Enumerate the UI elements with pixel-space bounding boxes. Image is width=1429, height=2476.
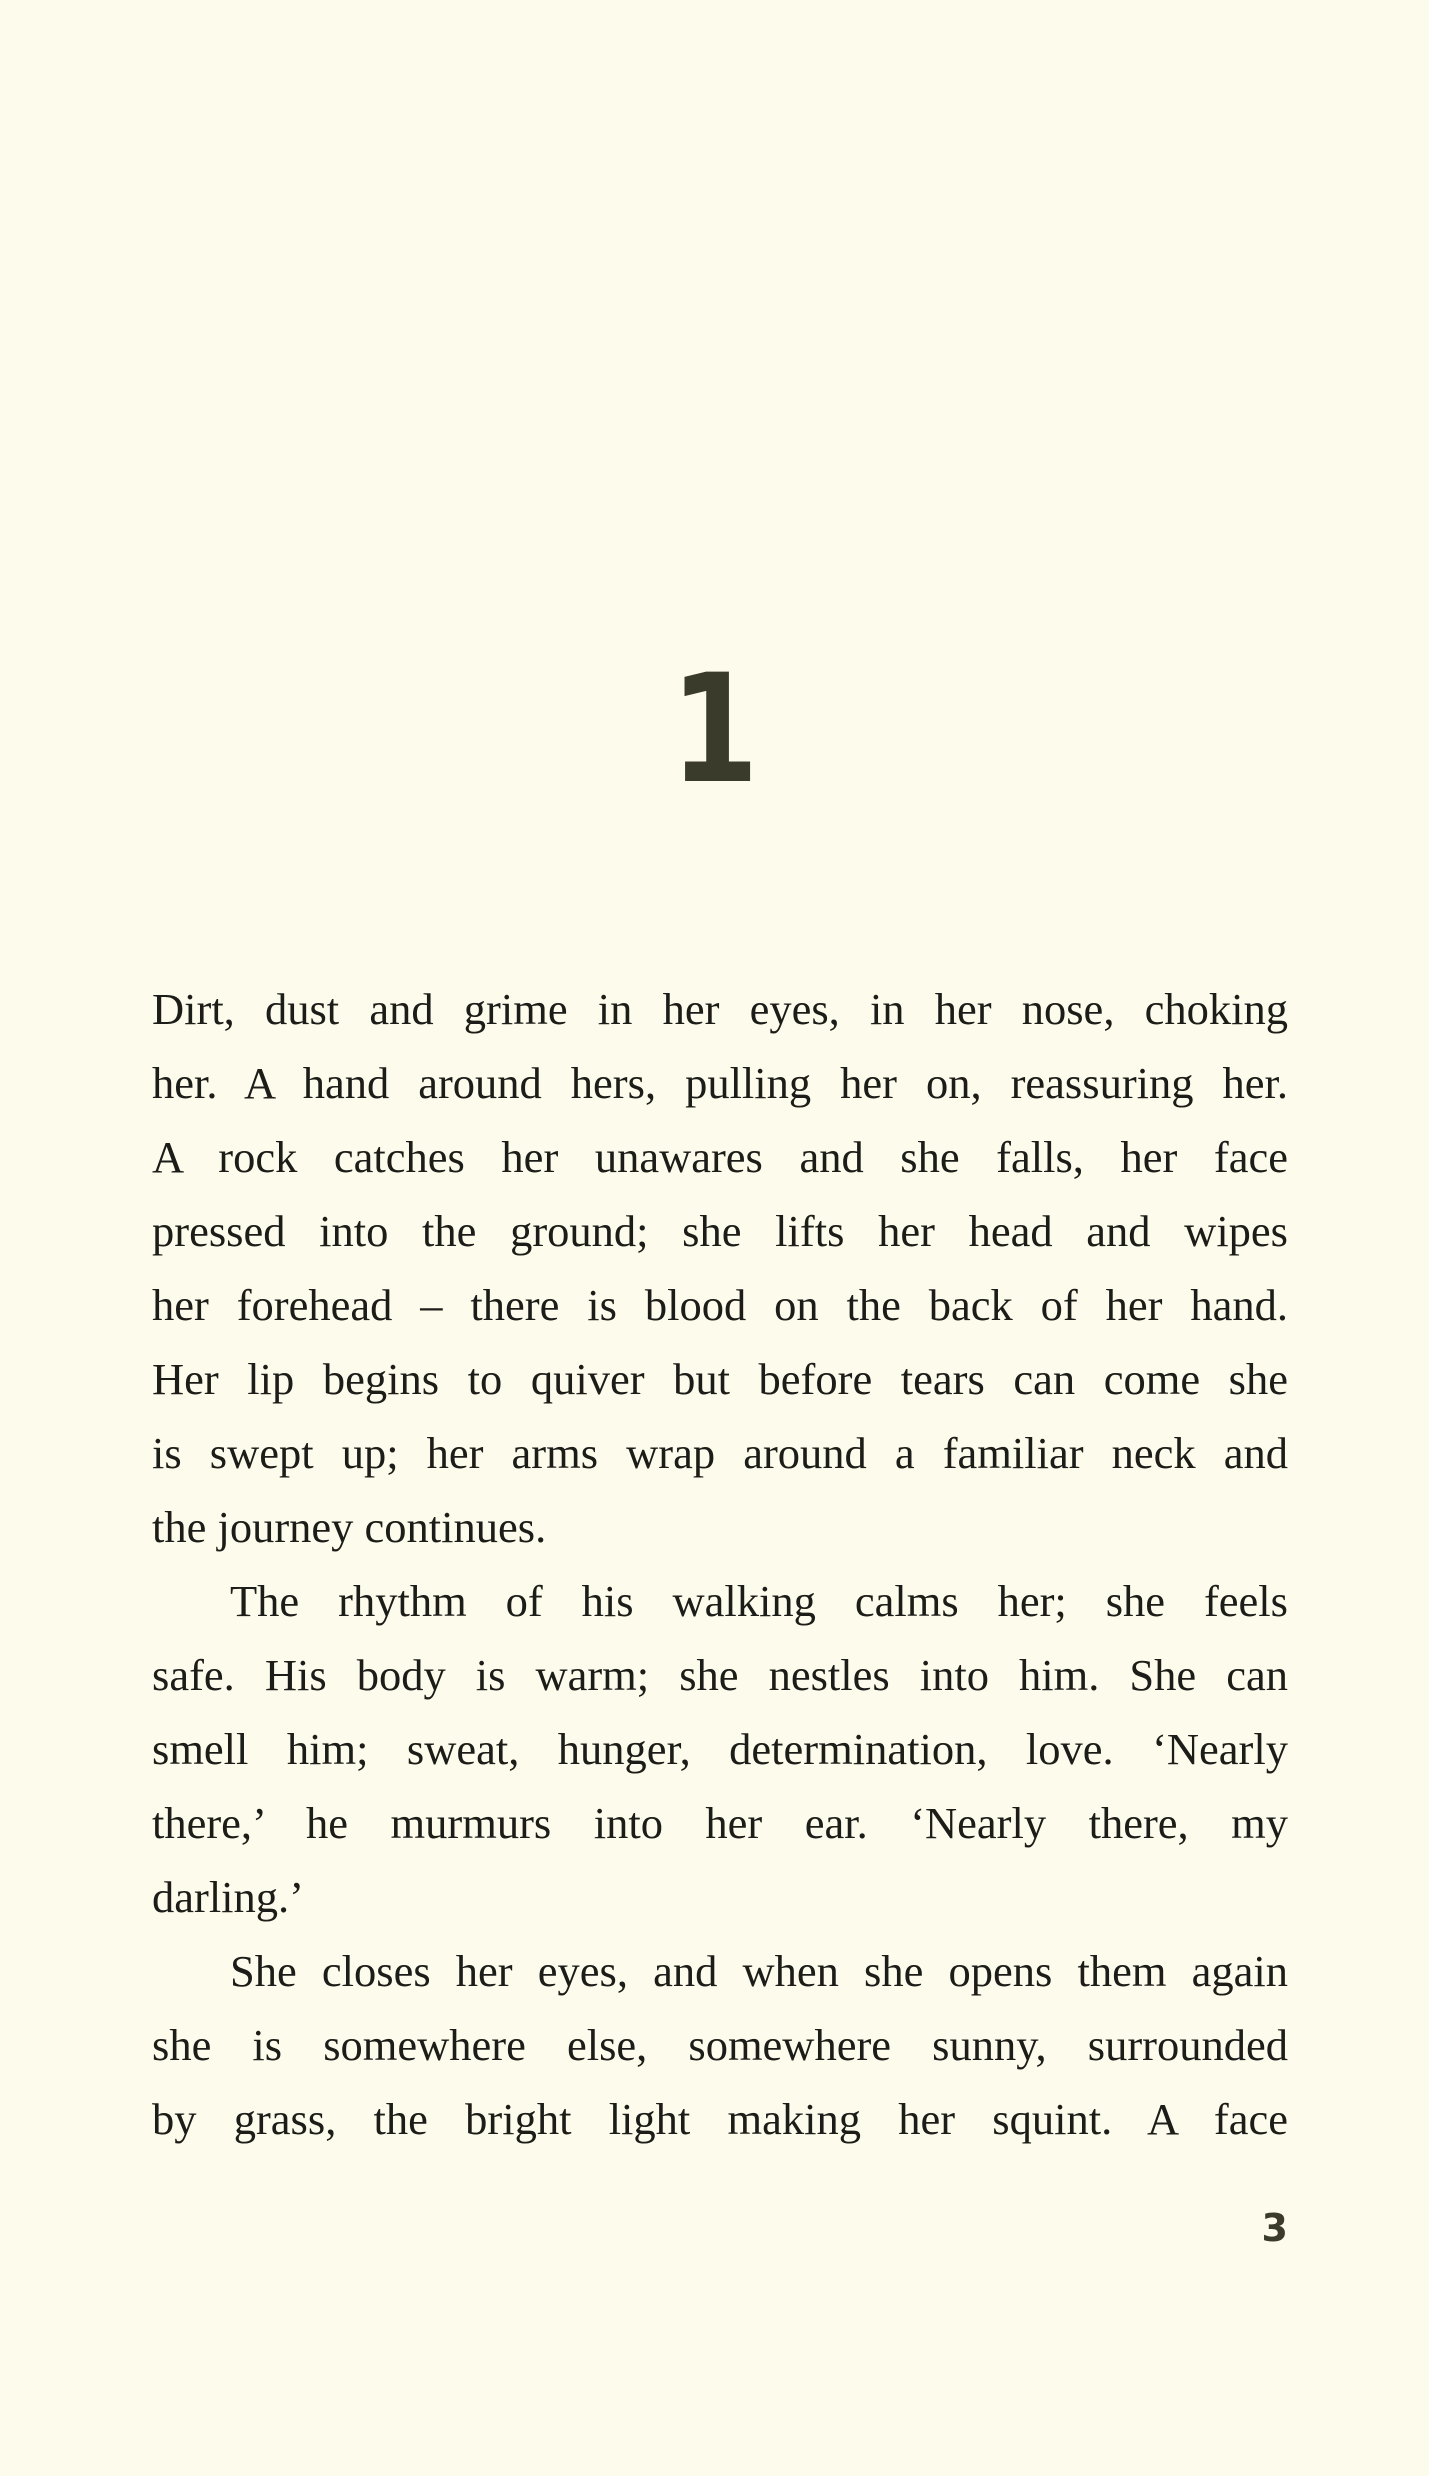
chapter-number: 1 [670, 643, 759, 817]
paragraph-2 [152, 1564, 1288, 1934]
text-line: The rhythm of his walking calms her; she feels [230, 1576, 1288, 1626]
text-line: her. A hand around hers, pulling her on, reassuring her. [152, 1058, 1288, 1108]
text-line: her forehead – there is blood on the back of her hand. [152, 1280, 1288, 1330]
text-line: Dirt, dust and grime in her eyes, in her nose, choking [152, 984, 1288, 1034]
text-line: Her lip begins to quiver but before tears can come she [152, 1354, 1288, 1404]
text-line: is swept up; her arms wrap around a familiar neck and [152, 1428, 1288, 1478]
text-line: she is somewhere else, somewhere sunny, surrounded [152, 2020, 1288, 2070]
text-line: A rock catches her unawares and she falls, her face [152, 1132, 1288, 1182]
text-line: by grass, the bright light making her squint. A face [152, 2094, 1288, 2144]
body-text [152, 972, 1288, 2156]
text-line: smell him; sweat, hunger, determination, love. ‘Nearly [152, 1724, 1288, 1774]
text-line: darling.’ [152, 1872, 304, 1922]
page-number: 3 [1261, 2206, 1288, 2250]
paragraph-3 [152, 1934, 1288, 2156]
text-line: the journey continues. [152, 1502, 547, 1552]
text-line: She closes her eyes, and when she opens them again [230, 1946, 1288, 1996]
text-line: pressed into the ground; she lifts her head and wipes [152, 1206, 1288, 1256]
text-line: safe. His body is warm; she nestles into him. She can [152, 1650, 1288, 1700]
text-line: there,’ he murmurs into her ear. ‘Nearly there, my [152, 1798, 1288, 1848]
paragraph-1 [152, 972, 1288, 1564]
